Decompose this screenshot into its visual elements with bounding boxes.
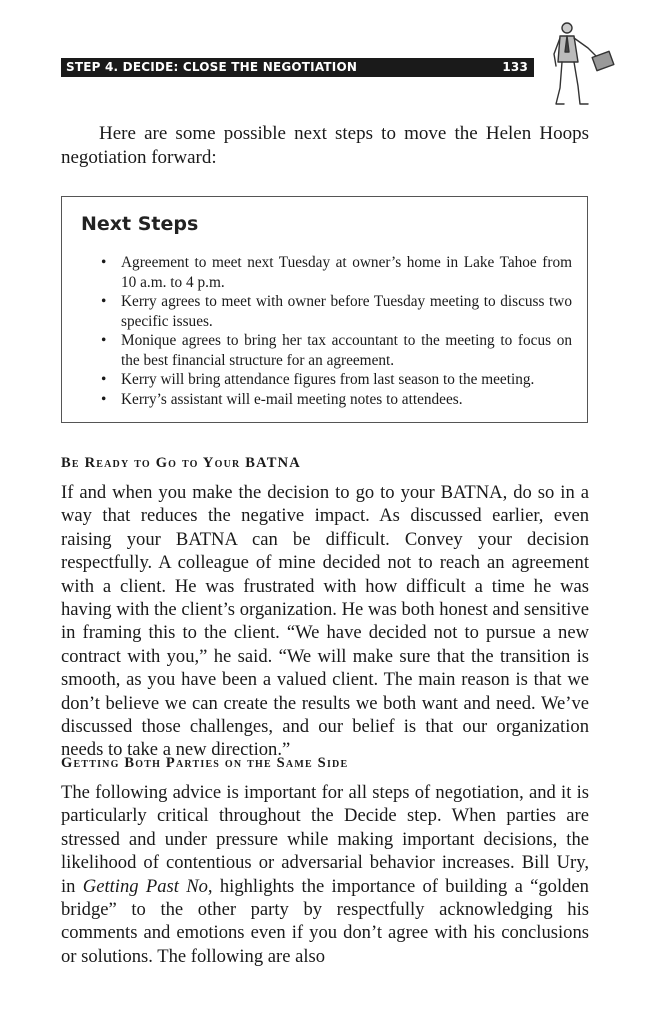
same-side-paragraph: The following advice is important for all steps of negotiation, and it is particularly critical throughout the Decide step. When parties are stressed and under pressure while making important decisions, the likelihood of contentious or adversarial behavior increases. Bill Ury, in Getting Past No, highlights the importance of building a “golden bridge” to the other party by respectfully acknowledging his comments and emotions even if you don’t agree with his conclusions or solutions. The following are also (61, 782, 589, 967)
book-title: Getting Past No (82, 875, 208, 897)
batna-paragraph: If and when you make the decision to go to your BATNA, do so in a way that reduces the negative impact. As discussed earlier, even raising your BATNA can be difficult. Convey your decision respectfully. A colleague of mine decided not to reach an agreement with a client. He was frustrated with how difficult a time he was having with the client’s organization. He was both honest and sensitive in framing this to the client. “We have decided not to pursue a new contract with you,” he said. “We will make sure that the transition is smooth, as you have been a valued client. The main reason is that we don’t believe we can create the results we both want and need. We’ve discussed those challenges, and our belief is that our organization needs to take a new direction.” (61, 482, 589, 761)
intro-paragraph: Here are some possible next steps to move the Helen Hoops negotiation forward: (61, 123, 589, 168)
list-item: • Monique agrees to bring her tax accountant to the meeting to focus on the best financial structure for an agreement. (101, 332, 572, 369)
bullet-icon: • (101, 254, 107, 271)
list-item: • Kerry’s assistant will e-mail meeting notes to attendees. (101, 390, 463, 408)
page-number: 133 (502, 60, 528, 74)
bullet-icon: • (101, 332, 107, 349)
box-title: Next Steps (81, 213, 199, 235)
bullet-icon: • (101, 293, 107, 310)
bullet-icon: • (101, 371, 107, 388)
list-item: • Agreement to meet next Tuesday at owner’s home in Lake Tahoe from 10 a.m. to 4 p.m. (101, 254, 572, 291)
next-steps-list (98, 253, 572, 409)
section-heading-same-side: Getting Both Parties on the Same Side (61, 755, 349, 771)
list-item: • Kerry will bring attendance figures from last season to the meeting. (101, 371, 535, 388)
chapter-title: STEP 4. DECIDE: CLOSE THE NEGOTIATION (66, 60, 358, 74)
running-header (61, 58, 534, 77)
list-item: • Kerry agrees to meet with owner before Tuesday meeting to discuss two specific issues. (101, 293, 572, 330)
businessman-with-briefcase-icon (540, 18, 620, 110)
bullet-icon: • (101, 390, 107, 408)
section-heading-batna: Be Ready to Go to Your BATNA (61, 455, 301, 471)
next-steps-box (61, 196, 588, 423)
